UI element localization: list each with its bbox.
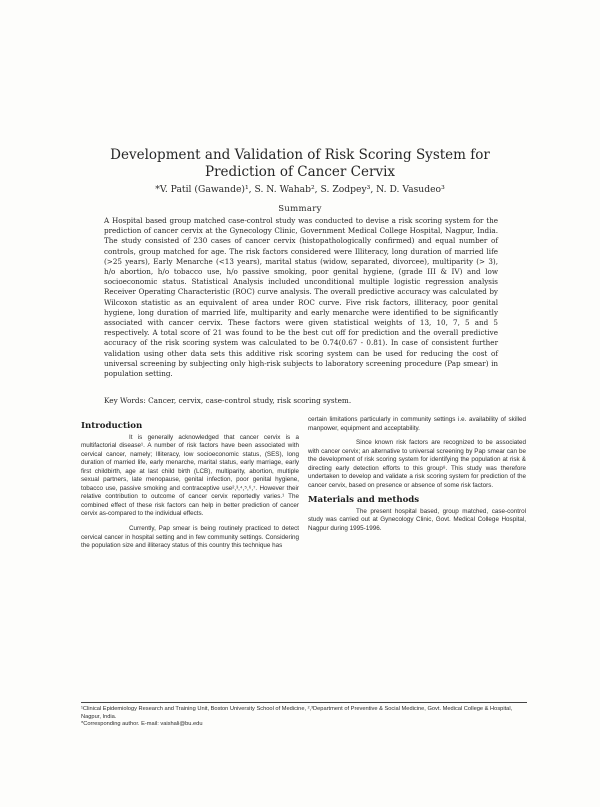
summary-body: A Hospital based group matched case-control study was conducted to devise a risk scoring system for the prediction of cancer cervix at the Gynecology Clinic, Government Medical College Hospital, Nagpur, India. The study consisted of 230 cases of cancer cervix (histopathologically confirmed) and equal number of controls, group matched for age. The risk factors considered were Illiteracy, long duration of married life (>25 years), Early Menarche (<13 years), marital status (widow, separated, divorcee), multiparity (> 3), h/o abortion, h/o tobacco use, h/o passive smoking, poor genital hygiene, (grade III & IV) and low socioeconomic status. Statistical Analysis included unconditional multiple logistic regression analysis Receiver Operating Characteristic (ROC) curve analysis. The overall predictive accuracy was calculated by Wilcoxon statistic as an equivalent of area under ROC curve. Five risk factors, illiteracy, poor genital hygiene, long duration of married life, multiparity and early menarche were identified to be significantly associated with cancer cervix. These factors were given statistical weights of 13, 10, 7, 5 and 5 respectively. A total score of 21 was found to be the best cut off for prediction and the overall predictive accuracy of the risk scoring system was calculated to be 0.74(0.67 - 0.81). In case of consistent further validation using other data sets this additive risk scoring system can be used for reducing the cost of universal screening by subjecting only high-risk subjects to laboratory screening procedure (Pap smear) in population setting.	[104, 216, 498, 379]
intro-paragraph-1: It is generally acknowledged that cancer cervix is a multifactorial disease¹. A number of risk factors have been associated with cervical cancer, namely; Illiteracy, low socioeconomic status, (SES), long duration of married life, early menarche, marital status, early marriage, early first childbirth, age at last child birth (LCB), multiparity, abortion, multiple sexual partners, late menopause, genital infection, poor genital hygiene, tobacco use, passive smoking and contraceptive use²,³,⁴,⁵,⁶,⁷. However their relative contribution to outcome of cancer cervix reportedly varies.¹ The combined effect of these risk factors can help in better prediction of cancer cervix as-compared to the individual effects.	[81, 433, 299, 518]
methods-heading: Materials and methods	[308, 495, 420, 506]
introduction-heading: Introduction	[81, 421, 143, 431]
paper-title: Development and Validation of Risk Scoring System for Prediction of Cancer Cervix	[110, 147, 490, 180]
author-list: *V. Patil (Gawande)¹, S. N. Wahab², S. Zodpey³, N. D. Vasudeo³	[155, 184, 445, 195]
intro-paragraph-4: Since known risk factors are recognized to be associated with cancer cervix; an alternative to universal screening by Pap smear can be the development of risk scoring system for identifying the population at risk & directing early detection efforts to this group⁸. This study was therefore undertaken to develop and validate a risk scoring system for prediction of the cancer cervix, based on presence or absence of some risk factors.	[308, 439, 526, 489]
summary-heading: Summary	[278, 204, 322, 214]
footnote-affiliations: ¹Clinical Epidemiology Research and Training Unit, Boston University School of Medicine, ²,³Department of Preventive & Social Medicine, Govt. Medical College & Hospital, Nagpur, India.	[81, 706, 513, 720]
footnotes	[81, 702, 527, 729]
intro-paragraph-3: certain limitations particularly in community settings i.e. availability of skilled manpower, equipment and acceptability.	[308, 416, 526, 432]
methods-paragraph-1: The present hospital based, group matched, case-control study was carried out at Gynecology Clinic, Govt. Medical College Hospital, Nagpur during 1995-1996.	[308, 507, 526, 533]
right-column	[308, 416, 526, 540]
intro-paragraph-2: Currently, Pap smear is being routinely practiced to detect cervical cancer in hospital setting and in few community settings. Considering the population size and illiteracy status of this country this technique has	[81, 525, 299, 550]
footnote-corresponding-author: *Corresponding author. E-mail: vaishali@bu.edu	[81, 721, 203, 728]
keywords: Key Words: Cancer, cervix, case-control study, risk scoring system.	[104, 396, 352, 405]
left-column	[81, 422, 299, 557]
